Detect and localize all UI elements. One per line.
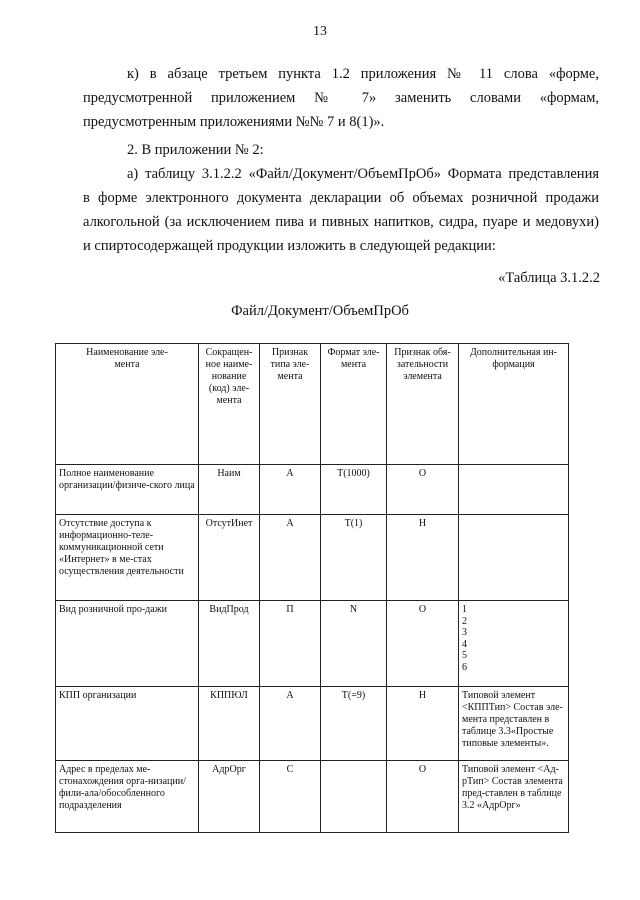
table-reference: «Таблица 3.1.2.2 — [498, 270, 600, 286]
cell-format: Т(1) — [321, 515, 387, 601]
cell-type: А — [260, 515, 321, 601]
info-value: 1 — [462, 604, 467, 615]
paragraph-a-line-4: и спиртосодержащей продукции изложить в следующей редакции: — [83, 238, 496, 254]
paragraph-a-line-1: а) таблицу 3.1.2.2 «Файл/Документ/ОбъемПрОб» Формата представления — [127, 166, 599, 182]
paragraph-a-line-3: алкогольной (за исключением пива и пивных напитков, сидра, пуаре и медовухи) — [83, 214, 599, 230]
cell-info-values — [459, 601, 569, 687]
header-code: Сокращен- ное наиме- нование (код) эле- мента — [199, 344, 260, 465]
cell-required: О — [387, 601, 459, 687]
table-caption: Файл/Документ/ОбъемПрОб — [231, 303, 409, 319]
paragraph-k-line-3: предусмотренным приложениями №№ 7 и 8(1)». — [83, 114, 385, 130]
header-name: Наименование эле- мента — [56, 344, 199, 465]
paragraph-a-line-2: в форме электронного документа декларации об объемах розничной продажи — [83, 190, 599, 206]
cell-code: ВидПрод — [199, 601, 260, 687]
paragraph-k-line-2: предусмотренной приложением № 7» заменить словами «формам, — [83, 90, 599, 106]
cell-type: П — [260, 601, 321, 687]
cell-format: N — [321, 601, 387, 687]
cell-type: С — [260, 761, 321, 833]
cell-code: ОтсутИнет — [199, 515, 260, 601]
cell-name: Отсутствие доступа к информационно-теле-коммуникационной сети «Интернет» в ме-стах осуществления деятельности — [56, 515, 199, 601]
paragraph-k-line-1: к) в абзаце третьем пункта 1.2 приложения № 11 слова «форме, — [127, 66, 599, 82]
table-row — [56, 601, 569, 687]
cell-code: Наим — [199, 465, 260, 515]
header-format: Формат эле- мента — [321, 344, 387, 465]
table-row — [56, 465, 569, 515]
page-number: 13 — [313, 24, 327, 39]
cell-type: А — [260, 687, 321, 761]
info-value: 3 — [462, 627, 467, 638]
header-info: Дополнительная ин- формация — [459, 344, 569, 465]
cell-format: Т(=9) — [321, 687, 387, 761]
cell-name: Вид розничной про-дажи — [56, 601, 199, 687]
cell-info — [459, 465, 569, 515]
cell-required: О — [387, 465, 459, 515]
info-value: 5 — [462, 650, 467, 661]
header-type: Признак типа эле- мента — [260, 344, 321, 465]
cell-required: О — [387, 761, 459, 833]
table-header-row — [56, 344, 569, 465]
cell-name: КПП организации — [56, 687, 199, 761]
header-required: Признак обя- зательности элемента — [387, 344, 459, 465]
cell-format: Т(1000) — [321, 465, 387, 515]
info-value: 6 — [462, 661, 467, 673]
cell-required: Н — [387, 515, 459, 601]
paragraph-item-2: 2. В приложении № 2: — [127, 142, 264, 158]
table-row — [56, 687, 569, 761]
cell-required: Н — [387, 687, 459, 761]
cell-info — [459, 515, 569, 601]
cell-name: Адрес в пределах ме-стонахождения орга-низации/фили-ала/обособленного подразделения — [56, 761, 199, 833]
info-value: 4 — [462, 638, 467, 650]
cell-type: А — [260, 465, 321, 515]
cell-name: Полное наименование организации/физиче-ского лица — [56, 465, 199, 515]
cell-code: АдрОрг — [199, 761, 260, 833]
table-row — [56, 515, 569, 601]
cell-info: Типовой элемент <Ад-рТип> Состав элемента пред-ставлен в таблице 3.2 «АдрОрг» — [459, 761, 569, 833]
info-value: 2 — [462, 615, 467, 627]
cell-info: Типовой элемент <КППТип> Состав эле-мента представлен в таблице 3.3«Простые типовые элементы». — [459, 687, 569, 761]
cell-format — [321, 761, 387, 833]
table-row — [56, 761, 569, 833]
cell-code: КППЮЛ — [199, 687, 260, 761]
element-spec-table — [55, 343, 569, 833]
